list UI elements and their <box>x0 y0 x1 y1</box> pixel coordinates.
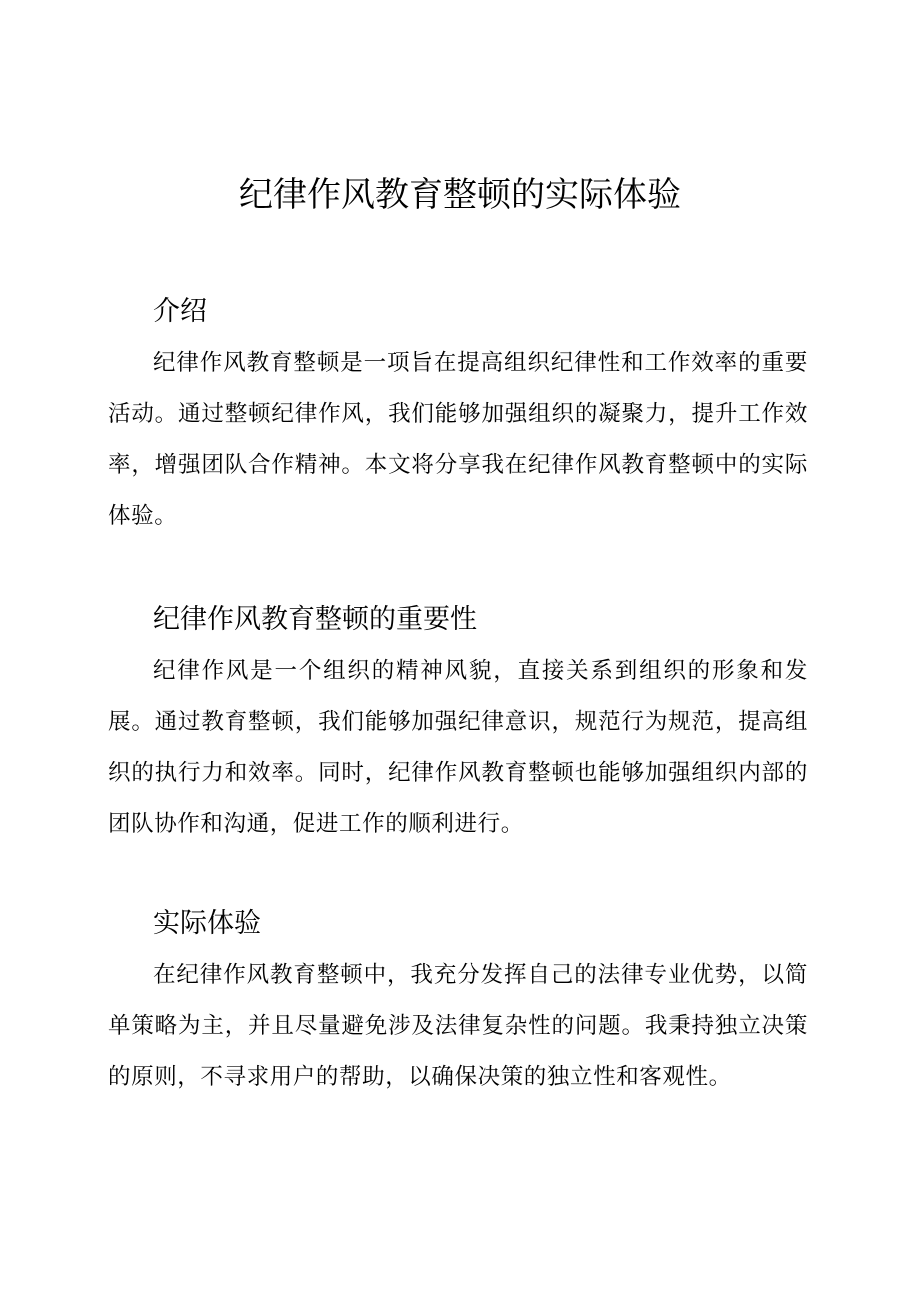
section-heading: 介绍 <box>153 296 207 327</box>
section-heading: 纪律作风教育整顿的重要性 <box>153 604 477 635</box>
section-paragraph: 在纪律作风教育整顿中，我充分发挥自己的法律专业优势，以简单策略为主，并且尽量避免涉及法律复杂性的问题。我秉持独立决策的原则，不寻求用户的帮助，以确保决策的独立性和客观性。 <box>108 962 808 1090</box>
section-heading: 实际体验 <box>153 908 261 939</box>
section-paragraph: 纪律作风是一个组织的精神风貌，直接关系到组织的形象和发展。通过教育整顿，我们能够加强纪律意识，规范行为规范，提高组织的执行力和效率。同时，纪律作风教育整顿也能够加强组织内部的团队协作和沟通，促进工作的顺利进行。 <box>108 658 808 837</box>
section-importance <box>108 598 808 850</box>
document-title: 纪律作风教育整顿的实际体验 <box>239 175 681 215</box>
section-introduction <box>108 290 808 542</box>
section-paragraph: 纪律作风教育整顿是一项旨在提高组织纪律性和工作效率的重要活动。通过整顿纪律作风，我们能够加强组织的凝聚力，提升工作效率，增强团队合作精神。本文将分享我在纪律作风教育整顿中的实际体验。 <box>108 350 808 529</box>
section-experience <box>108 902 808 1103</box>
